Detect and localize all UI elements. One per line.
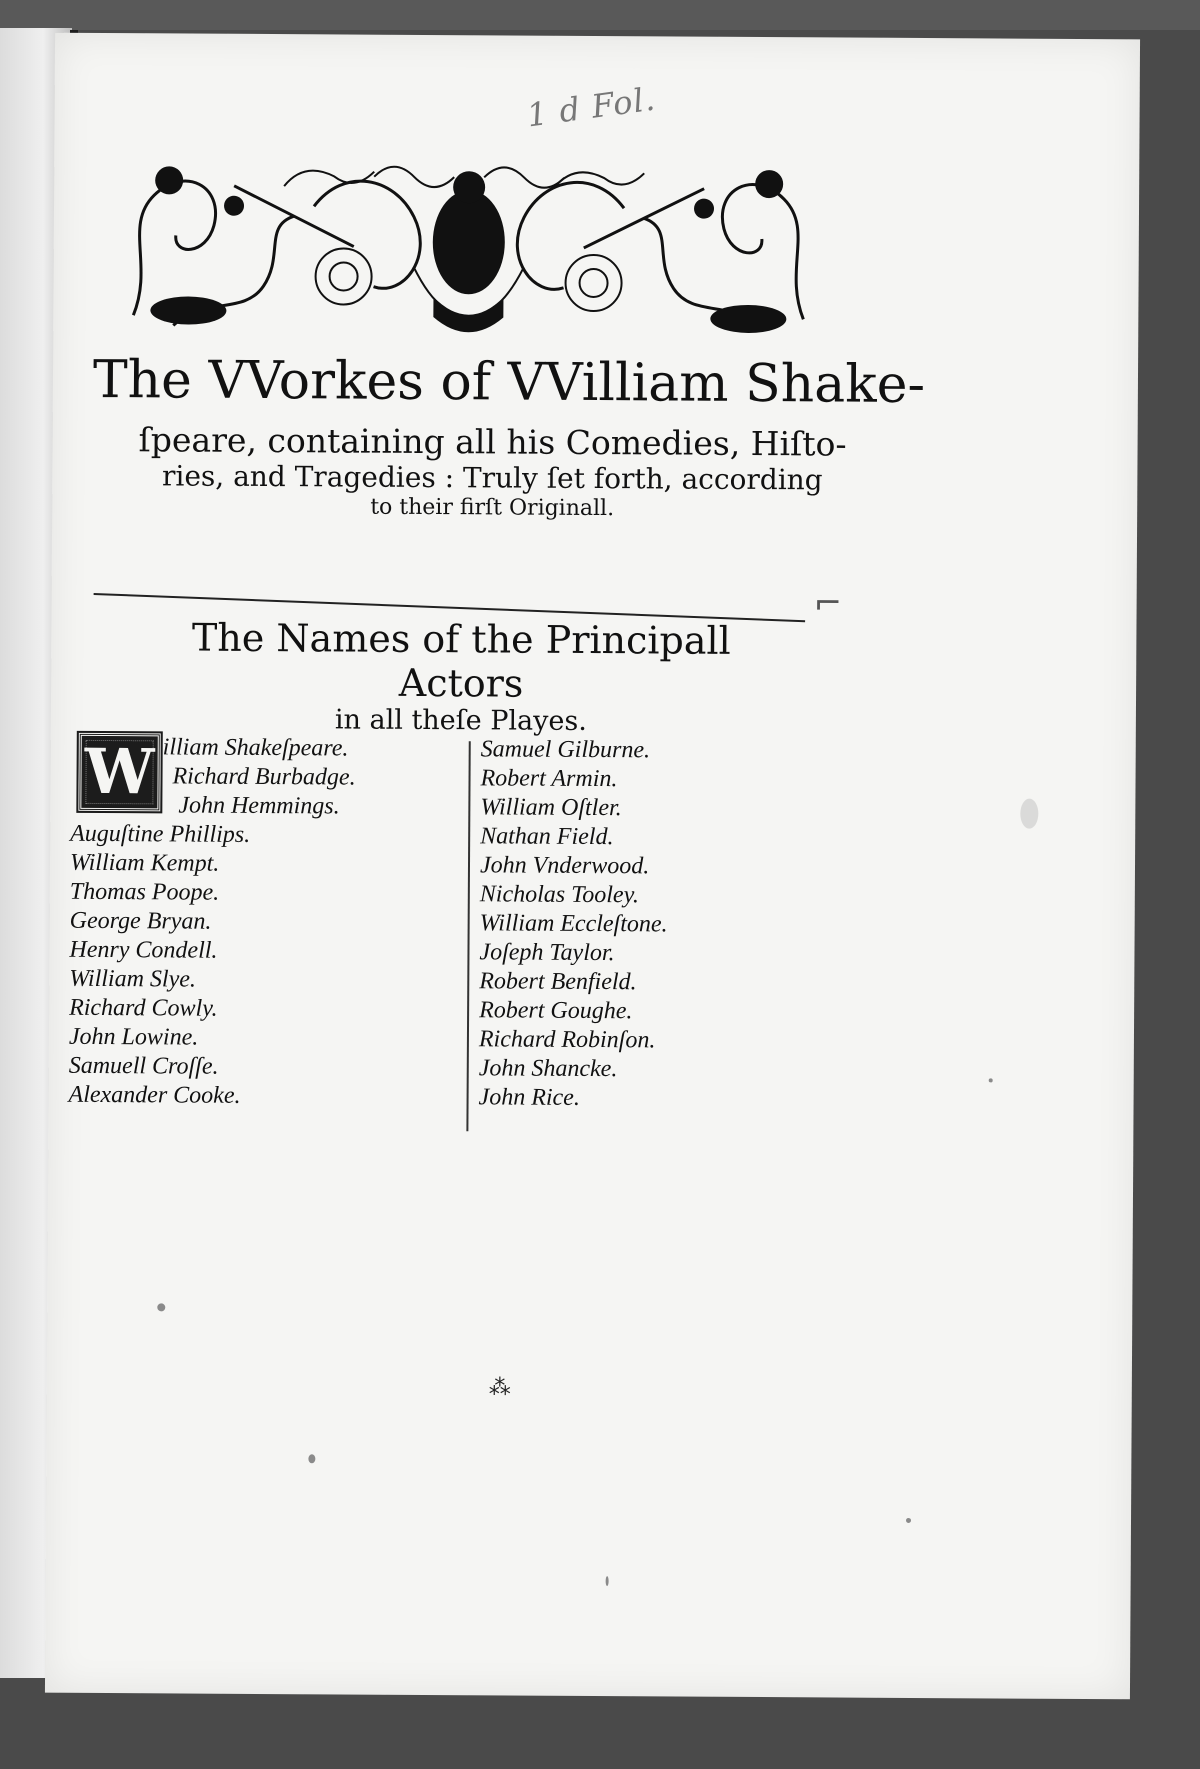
actor-name: Robert Armin. bbox=[480, 765, 618, 793]
book-page bbox=[45, 33, 1140, 1700]
decorated-initial-letter: W bbox=[84, 734, 155, 809]
actor-name: Nathan Field. bbox=[480, 823, 614, 851]
actor-name: Samuell Croſſe. bbox=[68, 1052, 219, 1080]
paper-speck bbox=[606, 1576, 609, 1586]
actor-name: Robert Benfield. bbox=[479, 968, 637, 996]
actor-name: Joſeph Taylor. bbox=[479, 939, 615, 967]
actors-heading-line: The Names of the Principall Actors bbox=[191, 615, 731, 706]
actor-name: William Kempt. bbox=[69, 849, 220, 877]
actor-name: Alexander Cooke. bbox=[68, 1081, 241, 1109]
manuscript-mark-icon: ⌐ bbox=[813, 583, 843, 624]
actors-list-left bbox=[69, 733, 431, 1112]
actor-name: John Rice. bbox=[478, 1084, 580, 1111]
actors-list-right bbox=[466, 735, 808, 1114]
actor-name: William Slye. bbox=[69, 965, 197, 993]
actor-name: George Bryan. bbox=[69, 907, 212, 935]
actor-name: Thomas Poope. bbox=[69, 878, 220, 906]
subtitle-line: to their firſt Originall. bbox=[370, 494, 615, 522]
paper-speck bbox=[308, 1454, 315, 1463]
woodcut-headpiece-ornament-icon bbox=[113, 145, 824, 349]
actor-name: Richard Cowly. bbox=[69, 994, 218, 1022]
book-title: The VVorkes of VVilliam Shake- bbox=[92, 349, 926, 416]
actors-heading bbox=[141, 615, 782, 739]
actor-name: Henry Condell. bbox=[69, 936, 218, 964]
actor-name: John Shancke. bbox=[478, 1055, 618, 1083]
paper-specks bbox=[55, 33, 1140, 40]
actor-name: John Lowine. bbox=[68, 1023, 199, 1051]
paper-speck bbox=[1020, 799, 1038, 829]
actor-name: Richard Burbadge. bbox=[172, 763, 356, 791]
paper-speck bbox=[906, 1518, 911, 1523]
book-subtitle bbox=[112, 421, 873, 524]
subtitle-line: ſpeare, containing all his Comedies, Hiſto- bbox=[138, 420, 847, 464]
actor-name: William Oſtler. bbox=[480, 794, 622, 822]
actor-name: John Hemmings. bbox=[178, 792, 340, 820]
actor-name: Auguſtine Phillips. bbox=[70, 820, 251, 848]
actor-name: illiam Shakeſpeare. bbox=[162, 734, 349, 762]
actor-name: William Eccleſtone. bbox=[479, 910, 668, 938]
scanner-top-band bbox=[0, 0, 1200, 30]
actor-name: John Vnderwood. bbox=[479, 852, 650, 880]
asterism-fleuron-icon: ⁂ bbox=[488, 1375, 511, 1401]
paper-speck bbox=[157, 1303, 165, 1311]
actor-name: Samuel Gilburne. bbox=[480, 736, 651, 764]
subtitle-line: ries, and Tragedies : Truly ſet forth, according bbox=[161, 459, 823, 497]
manuscript-folio-note: 1 d Fol. bbox=[524, 79, 658, 135]
actor-name: Robert Goughe. bbox=[479, 997, 633, 1025]
actor-name: Nicholas Tooley. bbox=[479, 881, 640, 909]
actors-heading-line: in all theſe Playes. bbox=[334, 704, 587, 737]
actor-name: Richard Robinſon. bbox=[478, 1026, 656, 1054]
paper-speck bbox=[989, 1078, 993, 1082]
